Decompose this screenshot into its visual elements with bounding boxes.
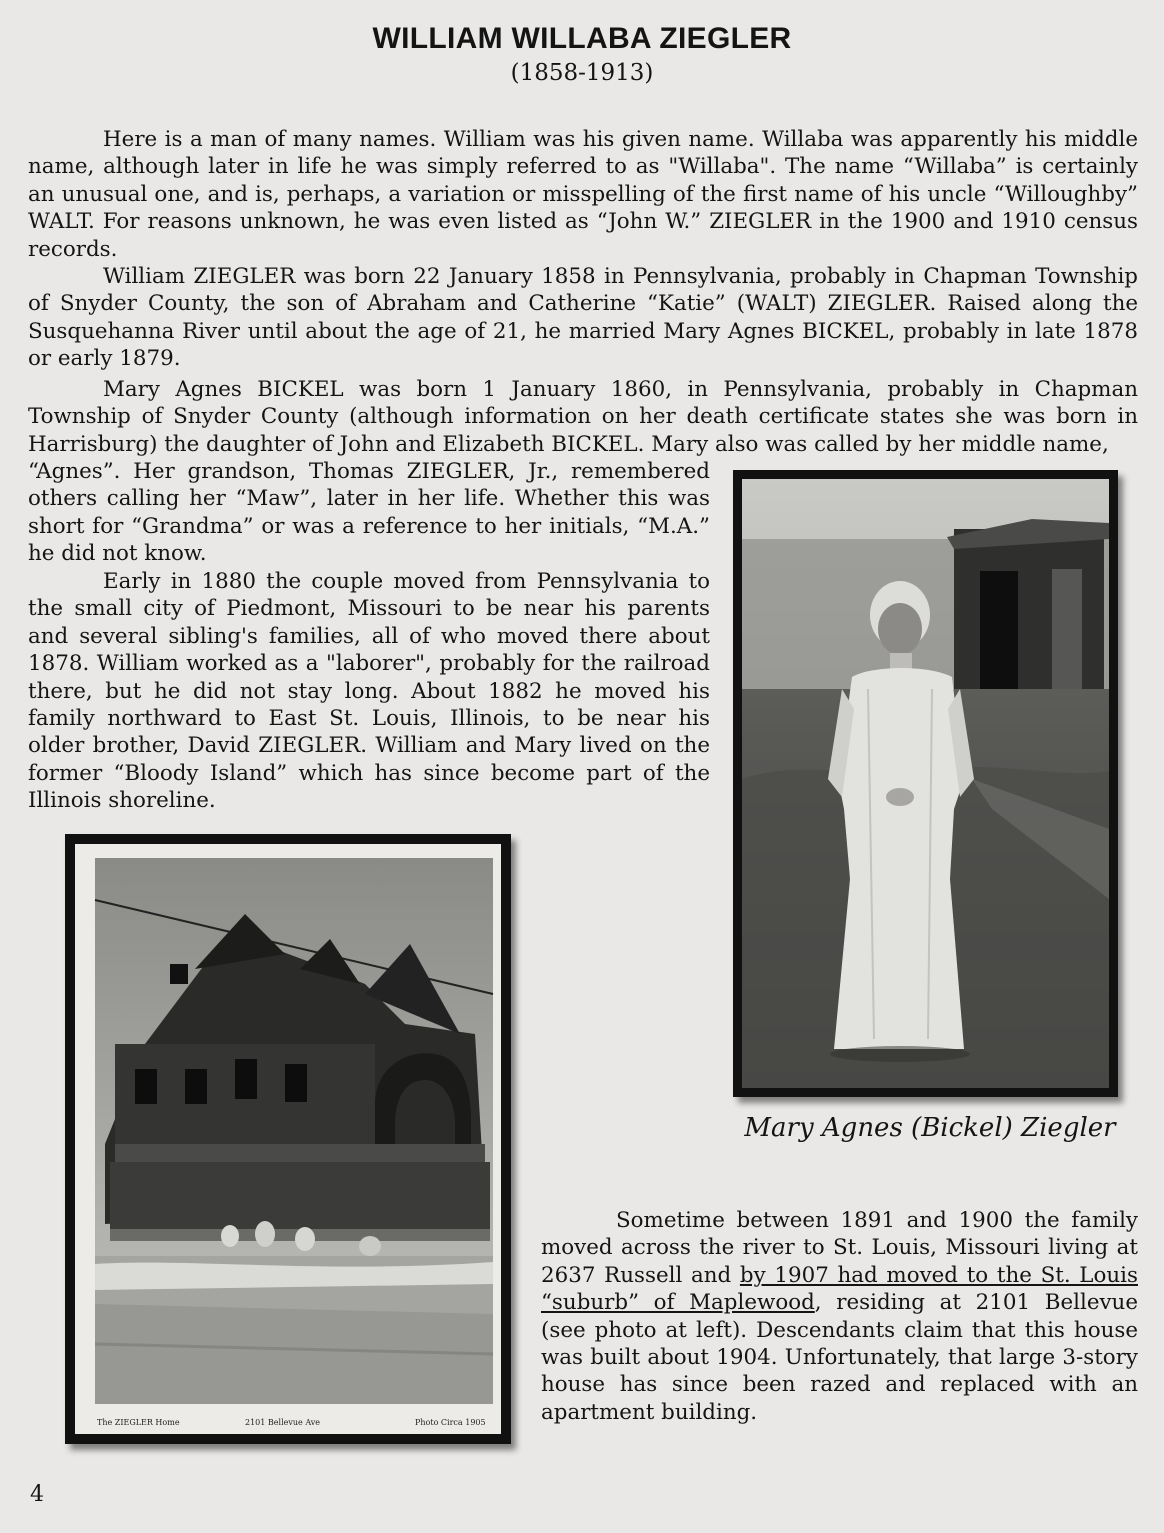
mary-agnes-photo-caption: Mary Agnes (Bickel) Ziegler [744,1113,1116,1143]
house-caption-address: 2101 Bellevue Ave [245,1418,321,1427]
ziegler-home-photo [65,834,511,1444]
paragraph-piedmont-move: Early in 1880 the couple moved from Pennsylvania to the small city of Piedmont, Missouri to be near his parents and several sibling's families, all of who moved there about 1878. William worked as a "laborer", probably for the railroad there, but he did not stay long. About 1882 he moved his family northward to East St. Louis, Illinois, to be near his older brother, David ZIEGLER. William and Mary lived on the former “Bloody Island” which has since become part of the Illinois shoreline. [28,569,710,814]
page-number: 4 [30,1482,44,1507]
mary-agnes-photo [733,470,1118,1097]
life-dates: (1858-1913) [510,60,654,86]
paragraph-birth: William ZIEGLER was born 22 January 1858 in Pennsylvania, probably in Chapman Township of Snyder County, the son of Abraham and Catherine “Katie” (WALT) ZIEGLER. Raised along the Susquehanna River until about the age of 21, he married Mary Agnes BICKEL, probably in late 1878 or early 1879. [28,264,1138,372]
page-title: WILLIAM WILLABA ZIEGLER [372,22,792,55]
paragraph-names: Here is a man of many names. William was his given name. Willaba was apparently his middle name, although later in life he was simply referred to as "Willaba". The name “Willaba” is certainly an unusual one, and is, perhaps, a variation or misspelling of the first name of his uncle “Willoughby” WALT. For reasons unknown, he was even listed as “John W.” ZIEGLER in the 1900 and 1910 census records. [28,127,1138,262]
house-caption-date: Photo Circa 1905 [415,1418,486,1427]
mary-agnes-portrait-image [742,479,1109,1088]
house-caption-title: The ZIEGLER Home [97,1418,180,1427]
st-louis-text-start: Sometime between 1891 and 1900 the family moved across the river to St. Louis, Missouri living at 2637 Russell and [541,1208,1138,1288]
paragraph-mary-birth: Mary Agnes BICKEL was born 1 January 1860, in Pennsylvania, probably in Chapman Township of Snyder County (although information on her death certificate states she was born in Harrisburg) the daughter of John and Elizabeth BICKEL. Mary also was called by her middle name, [28,377,1138,457]
st-louis-text-end: , residing at 2101 Bellevue (see photo at left). Descendants claim that this house was built about 1904. Unfortunately, that large 3-story house has since been razed and replaced with an apartment building. [541,1290,1138,1425]
paragraph-st-louis-move [541,1207,1138,1426]
ziegler-home-image [75,844,501,1404]
maplewood-underlined-text: by 1907 had moved to the St. Louis “suburb” of Maplewood [541,1262,1138,1316]
paragraph-mary-nickname: “Agnes”. Her grandson, Thomas ZIEGLER, Jr., remembered others calling her “Maw”, later in her life. Whether this was short for “Grandma” or was a reference to her initials, “M.A.” he did not know. [28,459,710,567]
